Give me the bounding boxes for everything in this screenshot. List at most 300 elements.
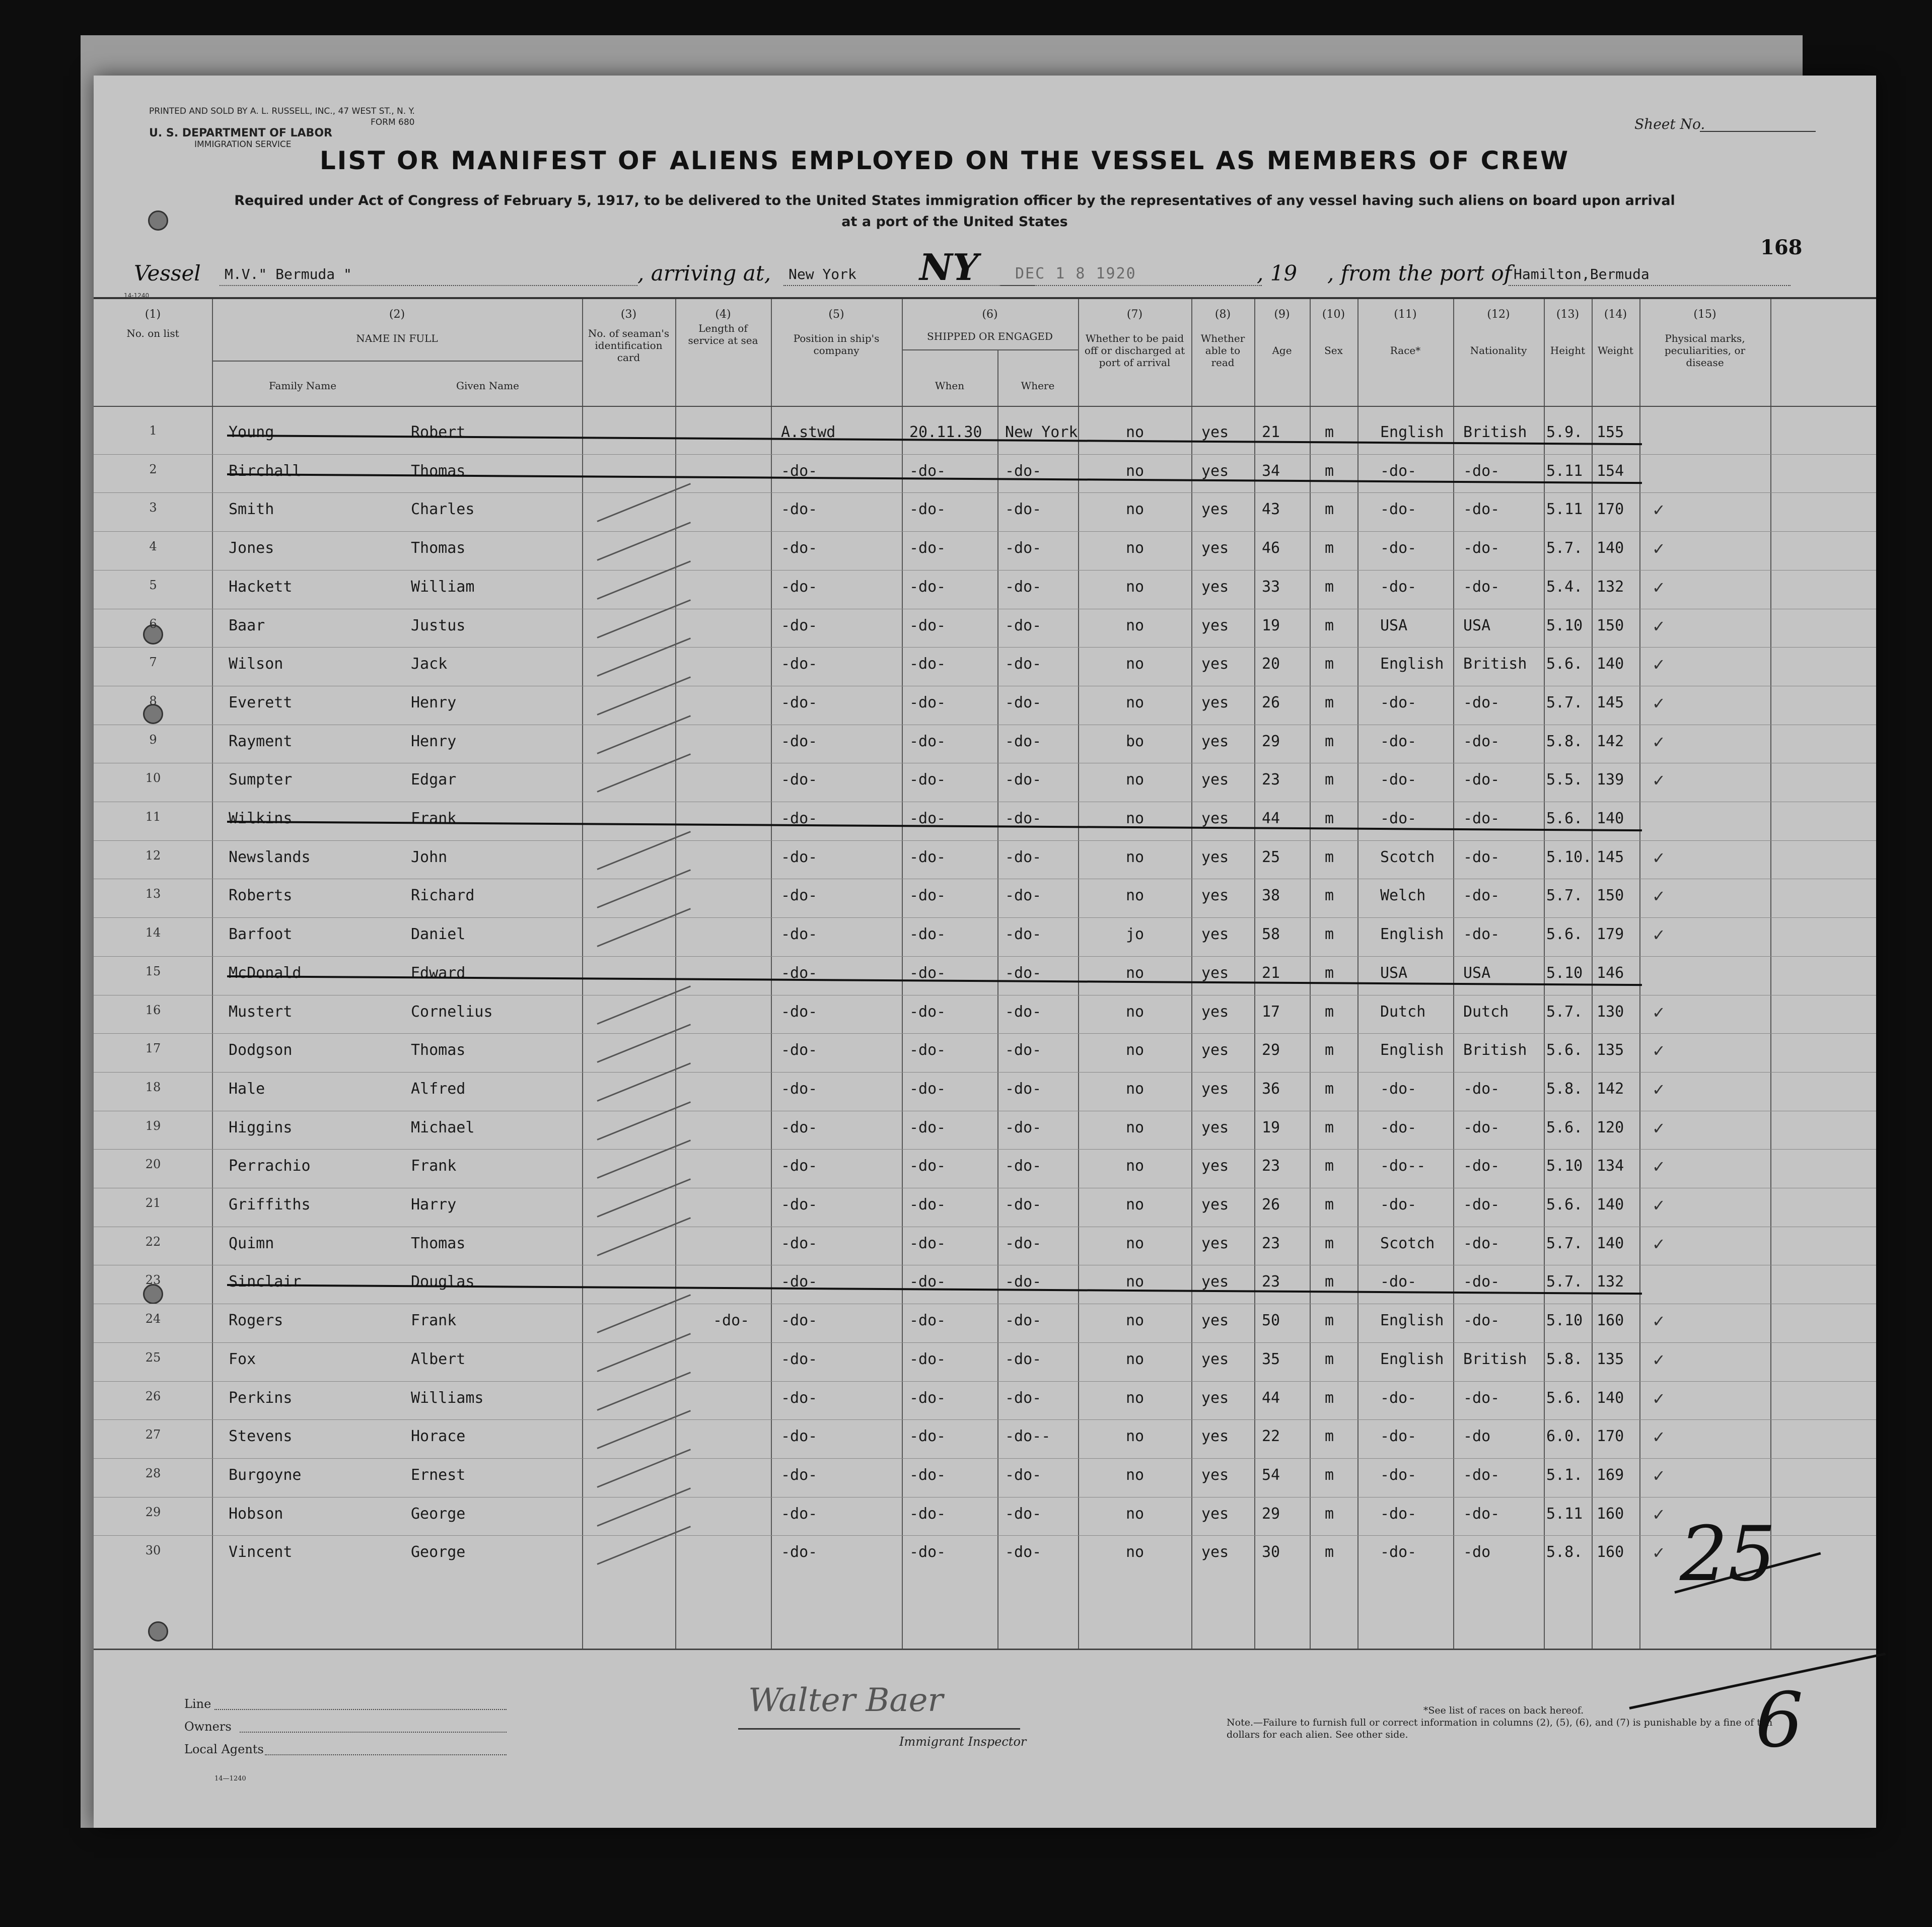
check-mark-icon: ✓: [1652, 1505, 1666, 1524]
cell-nationality: -do-: [1463, 1196, 1500, 1214]
cell-given: Richard: [411, 887, 475, 905]
column-number: (3): [620, 308, 637, 321]
department-name: U. S. DEPARTMENT OF LABOR: [149, 127, 332, 139]
cell-position: -do-: [781, 1041, 818, 1059]
cell-no: 29: [145, 1505, 161, 1519]
cell-weight: 179: [1597, 925, 1624, 944]
cell-no: 1: [149, 423, 157, 438]
cell-no: 20: [145, 1157, 161, 1172]
cell-family: Vincent: [229, 1543, 293, 1561]
cell-height: 5.6.: [1546, 1389, 1583, 1407]
cell-sex: m: [1325, 655, 1334, 673]
cell-position: -do-: [781, 1350, 818, 1368]
cell-position: -do-: [781, 964, 818, 982]
cell-age: 20: [1262, 655, 1280, 673]
row-divider: [94, 1535, 1876, 1536]
row-divider: [94, 1381, 1876, 1382]
cell-given: Alfred: [411, 1080, 466, 1098]
cell-paid: no: [1126, 1466, 1144, 1484]
cell-no: 22: [145, 1234, 161, 1249]
column-number: (13): [1556, 308, 1580, 321]
cell-read: yes: [1201, 693, 1229, 711]
cell-when: -do-: [909, 1118, 946, 1136]
vessel-label: Vessel: [134, 261, 201, 286]
arrival-date-line: [1000, 285, 1262, 286]
cell-read: yes: [1201, 1196, 1229, 1214]
cell-given: Frank: [411, 810, 457, 827]
cell-where: -do-: [1005, 1003, 1042, 1021]
cell-nationality: -do-: [1463, 462, 1500, 480]
cell-nationality: British: [1463, 1350, 1527, 1368]
cell-family: Baar: [229, 616, 265, 634]
cell-nationality: -do-: [1463, 1389, 1500, 1407]
column-header-service-length: Length of service at sea: [688, 322, 758, 346]
cell-paid: no: [1126, 887, 1144, 905]
cell-age: 17: [1262, 1003, 1280, 1021]
cell-when: -do-: [909, 1428, 946, 1446]
cell-sex: m: [1325, 810, 1334, 827]
cell-family: McDonald: [229, 964, 302, 982]
cell-where: -do--: [1005, 1428, 1051, 1446]
cell-sex: m: [1325, 848, 1334, 866]
cell-age: 21: [1262, 964, 1280, 982]
cell-paid: no: [1126, 616, 1144, 634]
column-number: (4): [715, 308, 731, 321]
pencil-check-mark: [597, 1294, 691, 1333]
cell-weight: 142: [1597, 732, 1624, 750]
cell-weight: 134: [1597, 1157, 1624, 1175]
cell-no: 16: [145, 1003, 161, 1017]
cell-no: 10: [145, 771, 161, 786]
cell-nationality: -do-: [1463, 887, 1500, 905]
cell-when: -do-: [909, 925, 946, 944]
cell-where: -do-: [1005, 732, 1042, 750]
cell-age: 58: [1262, 925, 1280, 944]
cell-no: 7: [149, 655, 157, 670]
cell-when: -do-: [909, 1466, 946, 1484]
cell-sex: m: [1325, 1389, 1334, 1407]
sheet-number: 168: [1760, 236, 1803, 259]
cell-where: -do-: [1005, 1041, 1042, 1059]
check-mark-icon: ✓: [1652, 887, 1666, 906]
service-name: IMMIGRATION SERVICE: [194, 139, 292, 150]
cell-paid: jo: [1126, 925, 1144, 944]
cell-age: 54: [1262, 1466, 1280, 1484]
pencil-check-mark: [597, 676, 691, 716]
cell-when: -do-: [909, 1234, 946, 1252]
cell-read: yes: [1201, 771, 1229, 789]
cell-race: -do-: [1380, 501, 1417, 519]
cell-nationality: British: [1463, 655, 1527, 673]
cell-height: 5.10: [1546, 1312, 1583, 1330]
cell-family: Quimn: [229, 1234, 274, 1252]
column-header-where: Where: [1021, 380, 1055, 392]
cell-weight: 140: [1597, 539, 1624, 557]
cell-family: Barfoot: [229, 925, 293, 944]
check-mark-icon: ✓: [1652, 1350, 1666, 1370]
cell-height: 5.11: [1546, 462, 1583, 480]
cell-no: 11: [145, 810, 161, 824]
cell-sex: m: [1325, 1003, 1334, 1021]
pencil-check-mark: [597, 1062, 691, 1102]
pencil-check-mark: [597, 1178, 691, 1218]
cell-where: -do-: [1005, 1196, 1042, 1214]
cell-position: -do-: [781, 501, 818, 519]
cell-position: -do-: [781, 1118, 818, 1136]
pencil-check-mark: [597, 1333, 691, 1372]
column-header-height: Height: [1550, 344, 1586, 356]
handwritten-total: 25: [1680, 1511, 1776, 1598]
cell-position: -do-: [781, 1196, 818, 1214]
cell-nationality: -do-: [1463, 848, 1500, 866]
cell-paid: no: [1126, 1389, 1144, 1407]
cell-position: -do-: [781, 1428, 818, 1446]
cell-weight: 160: [1597, 1505, 1624, 1523]
cell-position: -do-: [781, 1543, 818, 1561]
cell-height: 5.8.: [1546, 732, 1583, 750]
cell-race: -do--: [1380, 1157, 1426, 1175]
cell-no: 18: [145, 1080, 161, 1094]
cell-race: Scotch: [1380, 1234, 1435, 1252]
cell-where: -do-: [1005, 771, 1042, 789]
cell-read: yes: [1201, 1428, 1229, 1446]
cell-given: Williams: [411, 1389, 484, 1407]
cell-family: Sinclair: [229, 1273, 302, 1291]
cell-sex: m: [1325, 462, 1334, 480]
cell-weight: 140: [1597, 1196, 1624, 1214]
cell-position: -do-: [781, 693, 818, 711]
cell-age: 29: [1262, 1041, 1280, 1059]
cell-sex: m: [1325, 578, 1334, 596]
cell-race: -do-: [1380, 1080, 1417, 1098]
column-header-no: No. on list: [126, 327, 179, 339]
printer-block: [149, 106, 415, 150]
cell-when: -do-: [909, 1003, 946, 1021]
cell-weight: 170: [1597, 501, 1624, 519]
cell-height: 5.10: [1546, 964, 1583, 982]
cell-given: George: [411, 1543, 466, 1561]
cell-position: A.stwd: [781, 423, 836, 441]
cell-paid: no: [1126, 501, 1144, 519]
voyage-line: [134, 246, 1796, 291]
cell-where: -do-: [1005, 616, 1042, 634]
cell-age: 50: [1262, 1312, 1280, 1330]
cell-where: New York: [1005, 423, 1078, 441]
cell-age: 36: [1262, 1080, 1280, 1098]
cell-sex: m: [1325, 732, 1334, 750]
cell-sex: m: [1325, 887, 1334, 905]
cell-nationality: -do-: [1463, 810, 1500, 827]
name-subheader-line: [212, 361, 582, 362]
cell-age: 29: [1262, 1505, 1280, 1523]
cell-read: yes: [1201, 1234, 1229, 1252]
cell-age: 23: [1262, 771, 1280, 789]
cell-position: -do-: [781, 578, 818, 596]
cell-race: -do-: [1380, 732, 1417, 750]
column-divider: [1770, 299, 1771, 1649]
cell-weight: 130: [1597, 1003, 1624, 1021]
column-divider: [997, 349, 998, 1649]
cell-given: Edgar: [411, 771, 457, 789]
cell-family: Dodgson: [229, 1041, 293, 1059]
cell-nationality: -do-: [1463, 1505, 1500, 1523]
cell-race: Welch: [1380, 887, 1426, 905]
cell-given: Thomas: [411, 462, 466, 480]
cell-family: Burgoyne: [229, 1466, 302, 1484]
cell-height: 5.6.: [1546, 925, 1583, 944]
column-divider: [582, 299, 583, 1649]
owners-field: [240, 1732, 507, 1733]
column-divider: [1078, 299, 1079, 1649]
cell-when: -do-: [909, 1157, 946, 1175]
column-divider: [902, 299, 903, 1649]
cell-family: Smith: [229, 501, 274, 519]
cell-paid: bo: [1126, 732, 1144, 750]
cell-sex: m: [1325, 1505, 1334, 1523]
page-title: LIST OR MANIFEST OF ALIENS EMPLOYED ON THE VESSEL AS MEMBERS OF CREW: [319, 146, 1570, 175]
cell-given: Henry: [411, 732, 457, 750]
pencil-check-mark: [597, 522, 691, 561]
cell-height: 5.9.: [1546, 423, 1583, 441]
row-divider: [94, 1458, 1876, 1459]
cell-read: yes: [1201, 810, 1229, 827]
row-divider: [94, 531, 1876, 532]
pencil-check-mark: [597, 1487, 691, 1527]
cell-when: -do-: [909, 1543, 946, 1561]
cell-no: 13: [145, 887, 161, 901]
cell-given: Thomas: [411, 539, 466, 557]
cell-given: George: [411, 1505, 466, 1523]
column-number: (15): [1693, 308, 1716, 321]
cell-race: English: [1380, 1312, 1444, 1330]
cell-sex: m: [1325, 1041, 1334, 1059]
cell-given: Douglas: [411, 1273, 475, 1291]
column-number: (2): [389, 308, 405, 321]
cell-race: -do-: [1380, 578, 1417, 596]
check-mark-icon: ✓: [1652, 1157, 1666, 1177]
check-mark-icon: ✓: [1652, 1196, 1666, 1215]
cell-weight: 154: [1597, 462, 1624, 480]
cell-paid: no: [1126, 771, 1144, 789]
cell-weight: 160: [1597, 1543, 1624, 1561]
cell-given: Albert: [411, 1350, 466, 1368]
cell-height: 5.11: [1546, 501, 1583, 519]
cell-when: -do-: [909, 887, 946, 905]
cell-no: 12: [145, 848, 161, 863]
cell-no: 19: [145, 1118, 161, 1133]
cell-weight: 155: [1597, 423, 1624, 441]
cell-race: English: [1380, 1041, 1444, 1059]
cell-read: yes: [1201, 1003, 1229, 1021]
cell-paid: no: [1126, 1505, 1144, 1523]
cell-age: 34: [1262, 462, 1280, 480]
cell-when: -do-: [909, 693, 946, 711]
cell-race: -do-: [1380, 693, 1417, 711]
cell-nationality: -do-: [1463, 1273, 1500, 1291]
cell-race: -do-: [1380, 1118, 1417, 1136]
cell-family: Wilson: [229, 655, 283, 673]
cell-height: 5.7.: [1546, 539, 1583, 557]
cell-sex: m: [1325, 1466, 1334, 1484]
cell-family: Hale: [229, 1080, 265, 1098]
column-divider: [1191, 299, 1192, 1649]
cell-nationality: -do-: [1463, 1312, 1500, 1330]
cell-age: 29: [1262, 732, 1280, 750]
cell-when: -do-: [909, 1041, 946, 1059]
cell-family: Griffiths: [229, 1196, 311, 1214]
row-divider: [94, 647, 1876, 648]
binder-hole: [148, 210, 168, 231]
cell-no: 17: [145, 1041, 161, 1056]
cell-weight: 160: [1597, 1312, 1624, 1330]
column-header-id-card: No. of seaman's identification card: [588, 327, 670, 364]
cell-where: -do-: [1005, 1505, 1042, 1523]
check-mark-icon: ✓: [1652, 655, 1666, 675]
pencil-check-mark: [597, 985, 691, 1025]
cell-where: -do-: [1005, 1080, 1042, 1098]
cell-where: -do-: [1005, 1389, 1042, 1407]
cell-family: Newslands: [229, 848, 311, 866]
form-code: 14-1240: [124, 292, 150, 299]
cell-sex: m: [1325, 1312, 1334, 1330]
cell-age: 44: [1262, 1389, 1280, 1407]
manifest-sheet: [94, 76, 1876, 1828]
cell-paid: no: [1126, 693, 1144, 711]
cell-nationality: -do-: [1463, 925, 1500, 944]
cell-race: -do-: [1380, 1505, 1417, 1523]
cell-paid: no: [1126, 1543, 1144, 1561]
pencil-check-mark: [597, 560, 691, 600]
cell-weight: 135: [1597, 1041, 1624, 1059]
cell-height: 5.6.: [1546, 1041, 1583, 1059]
cell-weight: 132: [1597, 578, 1624, 596]
column-divider: [1453, 299, 1454, 1649]
cell-age: 46: [1262, 539, 1280, 557]
cell-paid: no: [1126, 1041, 1144, 1059]
cell-paid: no: [1126, 964, 1144, 982]
pencil-check-mark: [597, 1139, 691, 1179]
cell-read: yes: [1201, 1543, 1229, 1561]
column-header-paid-off: Whether to be paid off or discharged at port of arrival: [1084, 332, 1185, 369]
cell-height: 5.1.: [1546, 1466, 1583, 1484]
cell-age: 43: [1262, 501, 1280, 519]
sheet-number-line: [1700, 131, 1816, 132]
row-divider: [94, 454, 1876, 455]
cell-race: English: [1380, 925, 1444, 944]
check-mark-icon: ✓: [1652, 539, 1666, 559]
header-divider: [94, 406, 1876, 407]
column-header-sex: Sex: [1324, 344, 1343, 356]
cell-nationality: USA: [1463, 964, 1491, 982]
pencil-check-mark: [597, 908, 691, 947]
column-divider: [771, 299, 772, 1649]
cell-given: Daniel: [411, 925, 466, 944]
cell-height: 5.6.: [1546, 1196, 1583, 1214]
cell-age: 21: [1262, 423, 1280, 441]
column-header-shipped: SHIPPED OR ENGAGED: [927, 330, 1053, 342]
cell-age: 19: [1262, 616, 1280, 634]
cell-weight: 169: [1597, 1466, 1624, 1484]
cell-weight: 135: [1597, 1350, 1624, 1368]
arriving-port-line: [783, 285, 1035, 286]
cell-where: -do-: [1005, 693, 1042, 711]
cell-sex: m: [1325, 771, 1334, 789]
check-mark-icon: ✓: [1652, 771, 1666, 791]
column-header-age: Age: [1272, 344, 1292, 356]
pencil-check-mark: [597, 753, 691, 793]
cell-nationality: -do-: [1463, 693, 1500, 711]
row-divider: [94, 956, 1876, 957]
cell-where: -do-: [1005, 1543, 1042, 1561]
cell-race: English: [1380, 423, 1444, 441]
row-divider: [94, 1149, 1876, 1150]
column-number: (6): [982, 308, 998, 321]
cell-height: 5.10: [1546, 616, 1583, 634]
pencil-check-mark: [597, 1372, 691, 1411]
cell-when: -do-: [909, 732, 946, 750]
cell-given: Michael: [411, 1118, 475, 1136]
pencil-check-mark: [597, 831, 691, 870]
year-label: , 19: [1257, 261, 1298, 286]
cell-read: yes: [1201, 1080, 1229, 1098]
cell-weight: 145: [1597, 693, 1624, 711]
cell-age: 44: [1262, 810, 1280, 827]
cell-sex: m: [1325, 1080, 1334, 1098]
cell-given: Robert: [411, 423, 466, 441]
cell-position: -do-: [781, 1466, 818, 1484]
cell-position: -do-: [781, 1312, 818, 1330]
cell-race: -do-: [1380, 1273, 1417, 1291]
cell-read: yes: [1201, 848, 1229, 866]
pencil-check-mark: [597, 1217, 691, 1256]
cell-when: -do-: [909, 964, 946, 982]
column-header-race: Race*: [1390, 344, 1421, 356]
cell-paid: no: [1126, 578, 1144, 596]
check-mark-icon: ✓: [1652, 1118, 1666, 1138]
cell-when: -do-: [909, 501, 946, 519]
cell-service: -do-: [713, 1312, 750, 1330]
cell-paid: no: [1126, 1273, 1144, 1291]
cell-paid: no: [1126, 810, 1144, 827]
cell-where: -do-: [1005, 655, 1042, 673]
cell-nationality: -do-: [1463, 1466, 1500, 1484]
cell-when: -do-: [909, 539, 946, 557]
cell-family: Young: [229, 423, 274, 441]
cell-read: yes: [1201, 616, 1229, 634]
cell-given: Henry: [411, 693, 457, 711]
pencil-check-mark: [597, 1024, 691, 1063]
cell-age: 33: [1262, 578, 1280, 596]
cell-height: 5.4.: [1546, 578, 1583, 596]
cell-given: Horace: [411, 1428, 466, 1446]
row-divider: [94, 1072, 1876, 1073]
column-number: (12): [1487, 308, 1510, 321]
cell-no: 27: [145, 1428, 161, 1442]
inspector-label: Immigrant Inspector: [899, 1735, 1027, 1749]
column-number: (8): [1214, 308, 1231, 321]
cell-where: -do-: [1005, 810, 1042, 827]
cell-where: -do-: [1005, 501, 1042, 519]
cell-race: English: [1380, 655, 1444, 673]
column-header-given-name: Given Name: [456, 380, 519, 392]
cell-where: -do-: [1005, 1273, 1042, 1291]
cell-nationality: -do-: [1463, 1234, 1500, 1252]
cell-when: -do-: [909, 1505, 946, 1523]
cell-when: -do-: [909, 848, 946, 866]
cell-read: yes: [1201, 1312, 1229, 1330]
cell-height: 5.8.: [1546, 1350, 1583, 1368]
cell-sex: m: [1325, 964, 1334, 982]
